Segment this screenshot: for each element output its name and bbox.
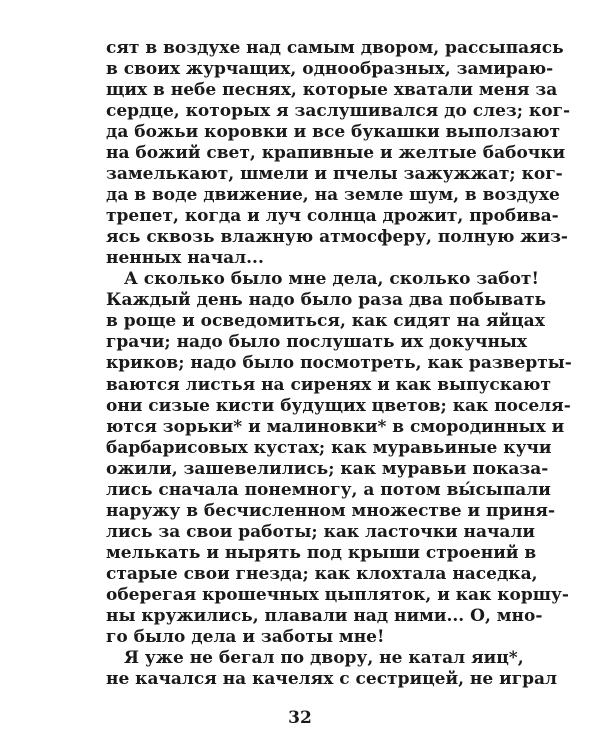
paragraph-first-line: Я уже не бегал по двору, не катал яиц*,: [124, 647, 524, 668]
text-line: трепет, когда и луч солнца дрожит, пробива-: [106, 206, 559, 227]
text-line: грачи; надо было послушать их докучных: [106, 332, 528, 353]
paragraph-first-line: А сколько было мне дела, сколько забот!: [124, 269, 539, 290]
text-line: оберегая крошечных цыпляток, и как коршу-: [106, 584, 569, 605]
text-line: старые свои гнезда; как клохтала наседка,: [106, 563, 538, 584]
page-number: 32: [288, 708, 312, 728]
text-line: да в воде движение, на земле шум, в воздухе: [106, 185, 560, 206]
text-line: мелькать и нырять под крыши строений в: [106, 542, 537, 563]
text-line: барбарисовых кустах; как муравьиные кучи: [106, 437, 552, 458]
text-line: замелькают, шмели и пчелы зажужжат; ког-: [106, 164, 563, 185]
text-line: на божий свет, крапивные и желтые бабочки: [106, 143, 566, 164]
text-line: в своих журчащих, однообразных, замираю-: [106, 59, 554, 80]
text-line: сердце, которых я заслушивался до слез; ког-: [106, 101, 571, 122]
text-line: щих в небе песнях, которые хватали меня за: [106, 80, 558, 101]
text-line: наружу в бесчисленном множестве и приня-: [106, 500, 556, 521]
text-line: го было дела и заботы мне!: [106, 626, 385, 647]
text-line: сят в воздухе над самым двором, рассыпаясь: [106, 38, 564, 58]
text-line: не качался на качелях с сестрицей, не играл: [106, 668, 557, 689]
text-line: в роще и осведомиться, как сидят на яйцах: [106, 311, 545, 332]
text-line: Каждый день надо было раза два побывать: [106, 290, 547, 311]
text-line: ясь сквозь влажную атмосферу, полную жиз-: [106, 227, 568, 248]
text-line: ются зорьки* и малиновки* в смородинных и: [106, 416, 565, 437]
text-line: ваются листья на сиренях и как выпускают: [106, 374, 552, 395]
text-line: ненных начал...: [106, 248, 264, 269]
text-line: они сизые кисти будущих цветов; как поселя-: [106, 395, 571, 416]
text-line: ны кружились, плавали над ними... О, мно-: [106, 605, 543, 626]
text-line: лись сначала понемногу, а потом вы́сыпали: [106, 479, 551, 500]
text-line: да божьи коровки и все букашки выползают: [106, 122, 561, 143]
text-line: криков; надо было посмотреть, как разверты-: [106, 353, 572, 374]
text-line: ожили, зашевелились; как муравьи показа-: [106, 458, 549, 479]
text-line: лись за свои работы; как ласточки начали: [106, 521, 536, 542]
